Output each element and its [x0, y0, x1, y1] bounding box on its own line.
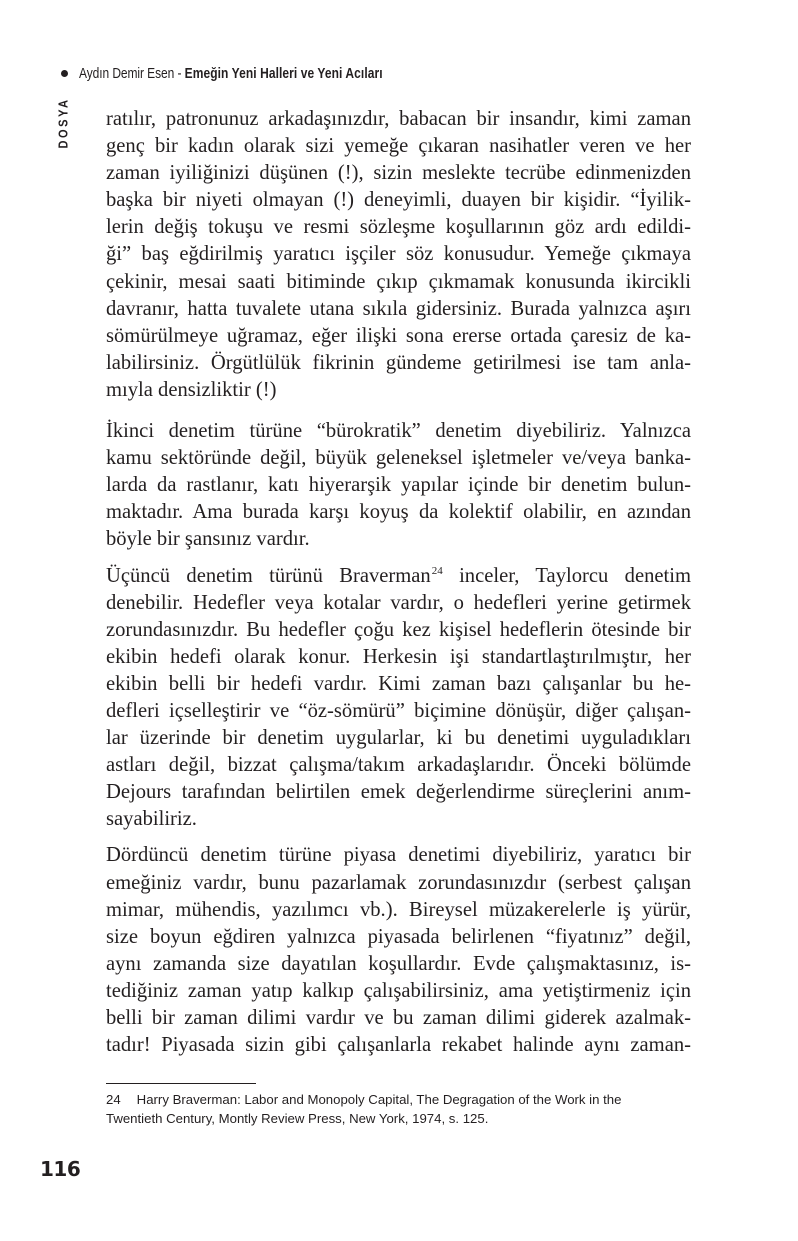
footnotes	[106, 1090, 692, 1128]
body-text	[106, 106, 691, 1059]
text-line: kamu sektöründe değil, büyük geleneksel işletmeler ve/veya banka-	[106, 447, 691, 470]
section-label	[55, 92, 71, 154]
text-line: zaman iyiliğinizi düşünen (!), sizin meslekte tecrübe edinmenizden	[106, 162, 691, 185]
text-line: denebilir. Hedefler veya kotalar vardır, o hedefleri yerine getirmek	[106, 591, 691, 614]
text-line: genç bir kadın olarak sizi yemeğe çıkaran nasihatler veren ve her	[106, 135, 691, 158]
paragraph-1	[106, 106, 691, 404]
text-line: ği” baş eğdirilmiş yaratıcı işçiler söz konusudur. Yemeğe çıkmaya	[106, 243, 691, 266]
text-line: mıyla densizliktir (!)	[106, 378, 277, 401]
text-line: tediğiniz zaman yatıp kalkıp çalışabilirsiniz, ama yetiştirmeniz için	[106, 979, 691, 1002]
text-line: larda da rastlanır, katı hiyerarşik yapılar içinde bir denetim bulun-	[106, 474, 691, 497]
text-line: başka bir niyeti olmayan (!) deneyimli, duayen bir kişidir. “İyilik-	[106, 189, 691, 212]
footnote-number: 24	[106, 1092, 121, 1107]
footnote-divider	[106, 1083, 256, 1084]
footnote-reference[interactable]: 24	[431, 564, 443, 577]
text-line: İkinci denetim türüne “bürokratik” denetim diyebiliriz. Yalnızca	[106, 420, 691, 443]
text-line: ratılır, patronunuz arkadaşınızdır, babacan bir insandır, kimi zaman	[106, 108, 691, 130]
text-line: ekibin hedefi olarak konur. Herkesin işi standartlaştırılmıştır, her	[106, 645, 691, 668]
text-line: Dejours tarafından belirtilen emek değerlendirme süreçlerini anım-	[106, 781, 691, 804]
footnote-line	[106, 1090, 692, 1109]
text-line: davranır, hatta tuvalete utana sıkıla gidersiniz. Burada yalnızca aşırı	[106, 297, 691, 320]
text-fragment: Üçüncü denetim türünü Braverman	[106, 564, 431, 587]
text-line: labilirsiniz. Örgütlülük fikrinin gündeme getirilmesi ise tam anla-	[106, 351, 691, 374]
text-line: böyle bir şansınız vardır.	[106, 528, 310, 551]
text-line: lerin değiş tokuşu ve resmi sözleşme koşullarının göz ardı edildi-	[106, 216, 691, 239]
text-line: emeğiniz vardır, bunu pazarlamak zorundasınızdır (serbest çalışan	[106, 871, 691, 894]
text-line: maktadır. Ama burada karşı koyuş da kolektif olabilir, en azından	[106, 501, 691, 524]
section-label-text: DOSYA	[55, 97, 71, 149]
text-line: aynı zamanda size dayatılan koşullardır. Evde çalışmaktasınız, is-	[106, 952, 691, 975]
text-line: defleri içselleştirir ve “öz-sömürü” biçimine dönüşür, diğer çalışan-	[106, 699, 691, 722]
page-number: 116	[40, 1157, 81, 1181]
text-line: mimar, mühendis, yazılımcı vb.). Bireysel müzakerelerle iş yürür,	[106, 898, 691, 921]
running-header	[58, 64, 459, 84]
footnote-line: Twentieth Century, Montly Review Press, New York, 1974, s. 125.	[106, 1111, 489, 1126]
text-line: Dördüncü denetim türüne piyasa denetimi diyebiliriz, yaratıcı bir	[106, 844, 691, 867]
paragraph-2	[106, 418, 691, 553]
paragraph-4	[106, 842, 691, 1059]
text-fragment: inceler, Taylorcu denetim	[442, 564, 691, 587]
text-line-with-footnote-ref	[106, 563, 691, 590]
text-line: sayabiliriz.	[106, 808, 197, 831]
text-line: astları değil, bizzat çalışma/takım arkadaşlarıdır. Önceki bölümde	[106, 754, 691, 777]
text-line: belli bir zaman dilimi vardır ve bu zaman dilimi giderek azalmak-	[106, 1007, 691, 1029]
footnote-text: Harry Braverman: Labor and Monopoly Capital, The Degragation of the Work in the	[136, 1092, 622, 1107]
text-line: sömürülmeye uğramaz, eğer ilişki sona ererse ortada çaresiz de ka-	[106, 324, 691, 347]
footnote-24	[106, 1090, 692, 1128]
paragraph-3	[106, 563, 691, 834]
text-line: zorundasınızdır. Bu hedefler çoğu kez kişisel hedeflerin ötesinde bir	[106, 618, 691, 641]
text-line: ekibin belli bir hedefi vardır. Kimi zaman bazı çalışanlar bu he-	[106, 672, 691, 695]
header-separator: -	[174, 65, 185, 82]
header-author: Aydın Demir Esen	[79, 65, 175, 82]
bullet-icon	[61, 70, 68, 77]
text-line: lar üzerinde bir denetim uygularlar, ki bu denetimi uyguladıkları	[106, 727, 691, 750]
text-line: çekinir, mesai saati bitiminde çıkıp çıkmamak konusunda ikircikli	[106, 270, 691, 293]
text-line: tadır! Piyasada sizin gibi çalışanlarla rekabet halinde aynı zaman-	[106, 1034, 691, 1057]
running-header-text	[79, 64, 383, 84]
header-title: Emeğin Yeni Halleri ve Yeni Acıları	[184, 65, 383, 82]
text-line: size boyun eğdiren yalnızca piyasada belirlenen “fiyatınız” değil,	[106, 925, 691, 948]
